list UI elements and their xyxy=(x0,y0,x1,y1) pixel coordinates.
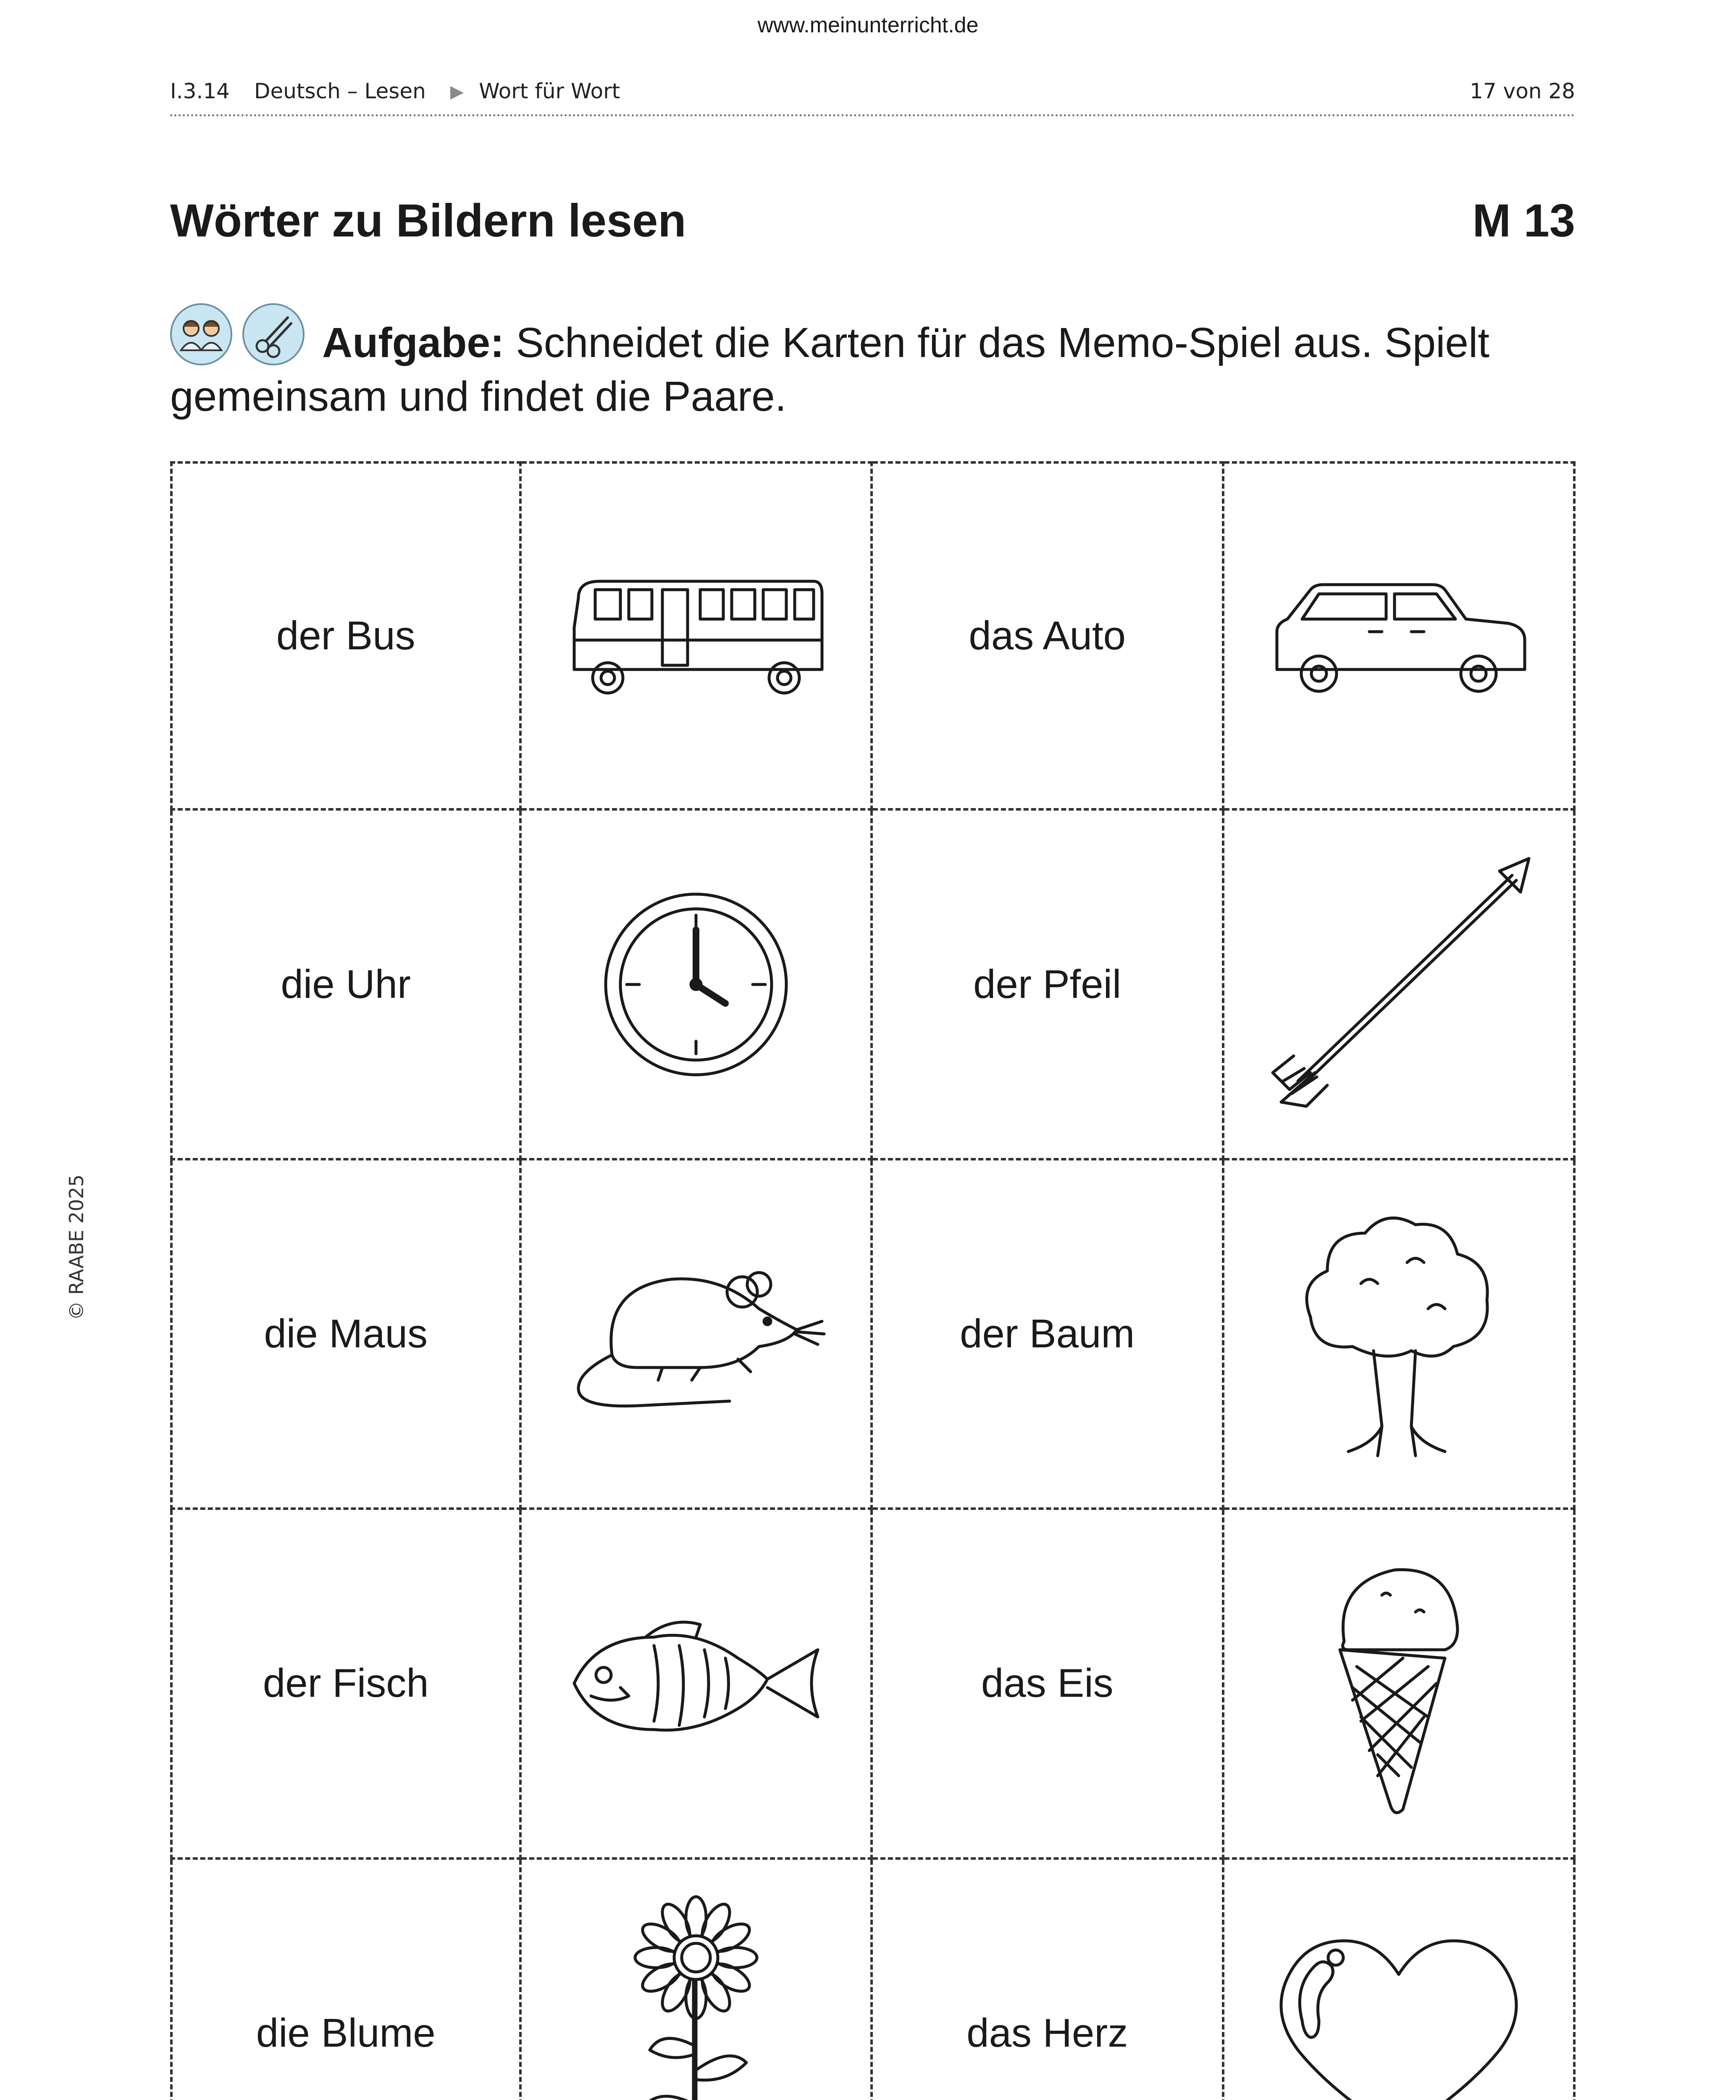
card-picture-herz[interactable] xyxy=(1224,1860,1576,2100)
card-picture-pfeil[interactable] xyxy=(1224,811,1576,1160)
task-text: Schneidet die Karten für das Memo-Spiel aus. Spielt gemeinsam und findet die Paare. xyxy=(170,319,1490,420)
card-picture-maus[interactable] xyxy=(522,1160,873,1510)
triangle-right-icon: ▶ xyxy=(450,81,464,102)
header-unit: Wort für Wort xyxy=(479,79,620,103)
card-word: die Blume xyxy=(256,2010,436,2055)
card-picture-auto[interactable] xyxy=(1224,461,1576,811)
card-picture-bus[interactable] xyxy=(522,461,873,811)
card-word: der Pfeil xyxy=(973,961,1121,1007)
bus-icon xyxy=(562,573,830,699)
arrow-icon xyxy=(1264,854,1533,1115)
card-word-maus[interactable] xyxy=(170,1160,522,1510)
card-word: der Bus xyxy=(276,613,415,659)
mouse-icon xyxy=(562,1246,830,1422)
header-divider xyxy=(170,114,1575,116)
ice-cream-icon xyxy=(1323,1549,1474,1818)
task-label: Aufgabe: xyxy=(322,319,504,366)
header-code: I.3.14 xyxy=(170,79,230,103)
fish-icon xyxy=(562,1612,830,1755)
card-word-bus[interactable] xyxy=(170,461,522,811)
card-picture-baum[interactable] xyxy=(1224,1160,1576,1510)
flower-icon xyxy=(616,1895,776,2100)
card-word: der Fisch xyxy=(263,1661,429,1706)
car-icon xyxy=(1264,573,1533,699)
card-word: das Auto xyxy=(969,613,1126,659)
card-picture-fisch[interactable] xyxy=(522,1510,873,1859)
card-word-baum[interactable] xyxy=(873,1160,1224,1510)
card-word: das Eis xyxy=(981,1661,1114,1706)
task-instruction xyxy=(170,316,1581,423)
card-picture-eis[interactable] xyxy=(1224,1510,1576,1859)
card-word: die Maus xyxy=(264,1311,428,1356)
card-word-herz[interactable] xyxy=(873,1860,1224,2100)
site-url[interactable]: www.meinunterricht.de xyxy=(757,13,979,37)
copyright-notice: © RAABE 2025 xyxy=(65,1174,88,1320)
card-word: die Uhr xyxy=(281,961,411,1007)
card-word-pfeil[interactable] xyxy=(873,811,1224,1160)
card-picture-blume[interactable] xyxy=(522,1860,873,2100)
card-word-fisch[interactable] xyxy=(170,1510,522,1859)
card-word-auto[interactable] xyxy=(873,461,1224,811)
clock-icon xyxy=(599,888,793,1081)
card-picture-uhr[interactable] xyxy=(522,811,873,1160)
card-word-eis[interactable] xyxy=(873,1510,1224,1859)
header-subject: Deutsch – Lesen xyxy=(254,79,426,103)
card-word: das Herz xyxy=(966,2010,1128,2055)
card-word-uhr[interactable] xyxy=(170,811,522,1160)
memo-card-grid xyxy=(170,461,1576,2100)
heart-icon xyxy=(1273,1924,1525,2100)
header-page-number: 17 von 28 xyxy=(1470,79,1575,103)
card-word-blume[interactable] xyxy=(170,1860,522,2100)
tree-icon xyxy=(1290,1200,1508,1468)
page-header-breadcrumb xyxy=(170,79,644,103)
material-number: M 13 xyxy=(1472,195,1575,247)
card-word: der Baum xyxy=(960,1311,1135,1356)
page-title: Wörter zu Bildern lesen xyxy=(170,195,686,247)
